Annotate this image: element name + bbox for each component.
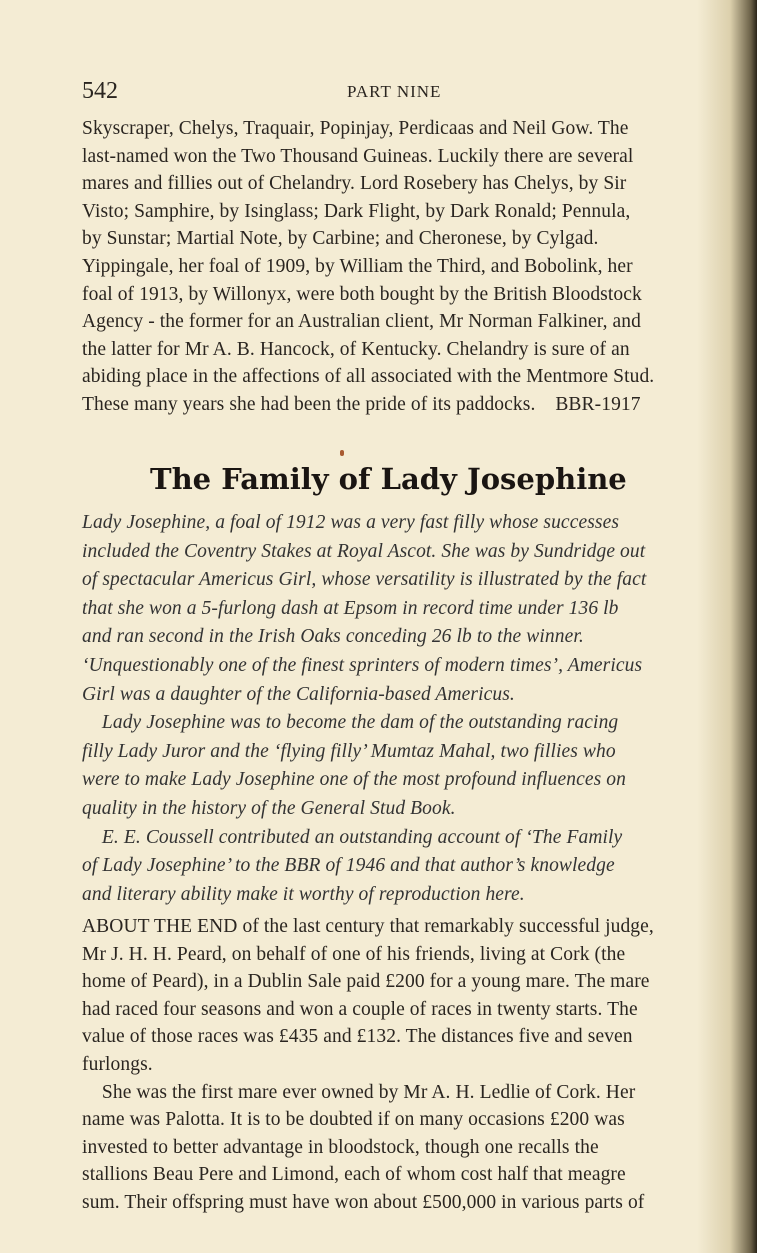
text-line: foal of 1913, by Willonyx, were both bought by the British Bloodstock [82,283,642,305]
text-line: E. E. Coussell contributed an outstanding account of ‘The Family [82,826,623,848]
text-line: quality in the history of the General Stud Book. [82,797,456,819]
text-line: Lady Josephine was to become the dam of the outstanding racing [82,712,619,734]
text-line: filly Lady Juror and the ‘flying filly’ Mumtaz Mahal, two fillies who [82,740,616,762]
text-line: Agency - the former for an Australian client, Mr Norman Falkiner, and [82,311,641,333]
text-line: last-named won the Two Thousand Guineas. Luckily there are several [82,145,634,167]
text-line: Lady Josephine, a foal of 1912 was a very fast filly whose successes [82,512,620,533]
text-line: She was the first mare ever owned by Mr A. H. Ledlie of Cork. Her [82,1081,636,1103]
text-line: by Sunstar; Martial Note, by Carbine; and Cheronese, by Cylgad. [82,228,599,250]
body-paragraph-palotta [82,916,707,1220]
intro-italic-paragraph [82,512,707,912]
text-line: and ran second in the Irish Oaks conceding 26 lb to the winner. [82,626,584,648]
text-line: had raced four seasons and won a couple of races in twenty starts. The [82,998,638,1020]
text-line: Girl was a daughter of the California-based Americus. [82,683,515,705]
text-line: stallions Beau Pere and Limond, each of whom cost half that meagre [82,1164,626,1186]
text-line: were to make Lady Josephine one of the most profound influences on [82,769,627,791]
text-line: that she won a 5-furlong dash at Epsom in record time under 136 lb [82,597,619,619]
page-header [82,78,697,108]
text-line: of spectacular Americus Girl, whose versatility is illustrated by the fact [82,569,647,591]
text-line: Visto; Samphire, by Isinglass; Dark Flight, by Dark Ronald; Pennula, [82,200,631,222]
text-line: Mr J. H. H. Peard, on behalf of one of his friends, living at Cork (the [82,943,626,965]
running-head: PART NINE [347,82,442,101]
ornament-dot [340,450,344,456]
text-line: value of those races was £435 and £132. The distances five and seven [82,1026,633,1048]
text-line: These many years she had been the pride of its paddocks. BBR-1917 [82,393,641,415]
text-line: name was Palotta. It is to be doubted if on many occasions £200 was [82,1109,625,1131]
text-line: the latter for Mr A. B. Hancock, of Kentucky. Chelandry is sure of an [82,338,630,360]
text-line: home of Peard), in a Dublin Sale paid £200 for a young mare. The mare [82,971,650,993]
text-line: ‘Unquestionably one of the finest sprinters of modern times’, Americus [82,654,643,676]
text-line: sum. Their offspring must have won about £500,000 in various parts of [82,1191,645,1213]
section-heading: The Family of Lady Josephine [150,462,627,496]
page-number: 542 [82,78,118,104]
text-line: Skyscraper, Chelys, Traquair, Popinjay, Perdicaas and Neil Gow. The [82,118,629,139]
text-line: abiding place in the affections of all associated with the Mentmore Stud. [82,366,655,388]
text-line: furlongs. [82,1053,153,1075]
paragraph-chelandry [82,118,707,422]
text-line: Yippingale, her foal of 1909, by William the Third, and Bobolink, her [82,255,633,277]
text-line: and literary ability make it worthy of reproduction here. [82,883,525,905]
text-line: mares and fillies out of Chelandry. Lord Rosebery has Chelys, by Sir [82,173,627,195]
text-line: invested to better advantage in bloodstock, though one recalls the [82,1136,599,1158]
text-line: included the Coventry Stakes at Royal Ascot. She was by Sundridge out [82,540,646,562]
text-line: ABOUT THE END of the last century that remarkably successful judge, [82,916,654,937]
text-line: of Lady Josephine’ to the BBR of 1946 and that author’s knowledge [82,855,615,877]
